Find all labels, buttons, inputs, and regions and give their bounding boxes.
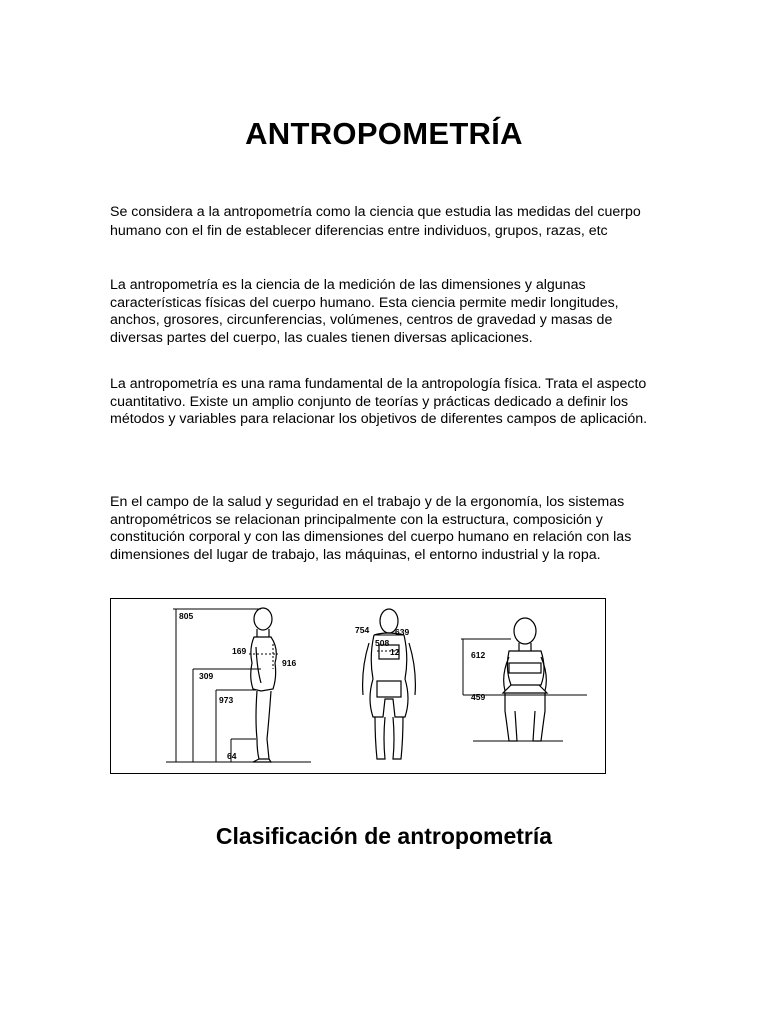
standing-dimension-lines xyxy=(166,609,311,762)
label-knuckle-height: 973 xyxy=(219,695,234,705)
label-standing-height: 805 xyxy=(179,611,194,621)
seated-figure xyxy=(503,618,547,741)
anthropometry-illustration xyxy=(111,599,605,773)
label-seated-height: 612 xyxy=(471,650,486,660)
label-seat-height: 459 xyxy=(471,692,486,702)
label-shoulder-left: 754 xyxy=(355,625,370,635)
paragraph-physical-anthropology: La antropometría es una rama fundamental de la antropología física. Trata el aspecto cuantitativo. Existe un amplio conjunto de teorías y prácticas dedicado a definir los métodos y variables para relacionar los objetivos de diferentes campos de aplicación. xyxy=(110,376,648,428)
paragraph-intro: Se considera a la antropometría como la ciencia que estudia las medidas del cuerpo humano con el fin de establecer diferencias entre individuos, grupos, razas, etc xyxy=(110,204,641,239)
label-chest-depth: 169 xyxy=(232,646,247,656)
anthropometry-figure xyxy=(110,598,606,774)
label-back-a: 508 xyxy=(375,638,390,648)
label-chest-circ: 916 xyxy=(282,658,297,668)
label-shoulder-right: 639 xyxy=(395,627,410,637)
section-subtitle: Clasificación de antropometría xyxy=(215,823,553,849)
paragraph-ergonomics: En el campo de la salud y seguridad en el trabajo y de la ergonomía, los sistemas antropométricos se relacionan principalmente con la estructura, composición y constitución corporal y con las dimensiones del cuerpo humano en relación con las dimensiones del lugar de trabajo, las máquinas, el entorno industrial y la ropa. xyxy=(110,494,632,563)
label-ankle-height: 64 xyxy=(227,751,237,761)
label-back-b: 12 xyxy=(390,647,400,657)
document-title: ANTROPOMETRÍA xyxy=(245,116,523,151)
label-hip-height: 309 xyxy=(199,671,214,681)
paragraph-definition: La antropometría es la ciencia de la medición de las dimensiones y algunas características físicas del cuerpo humano. Esta ciencia permite medir longitudes, anchos, grosores, circunferencias, volúmenes, centros de gravedad y masas de diversas partes del cuerpo, las cuales tienen diversas aplicaciones. xyxy=(110,277,619,346)
